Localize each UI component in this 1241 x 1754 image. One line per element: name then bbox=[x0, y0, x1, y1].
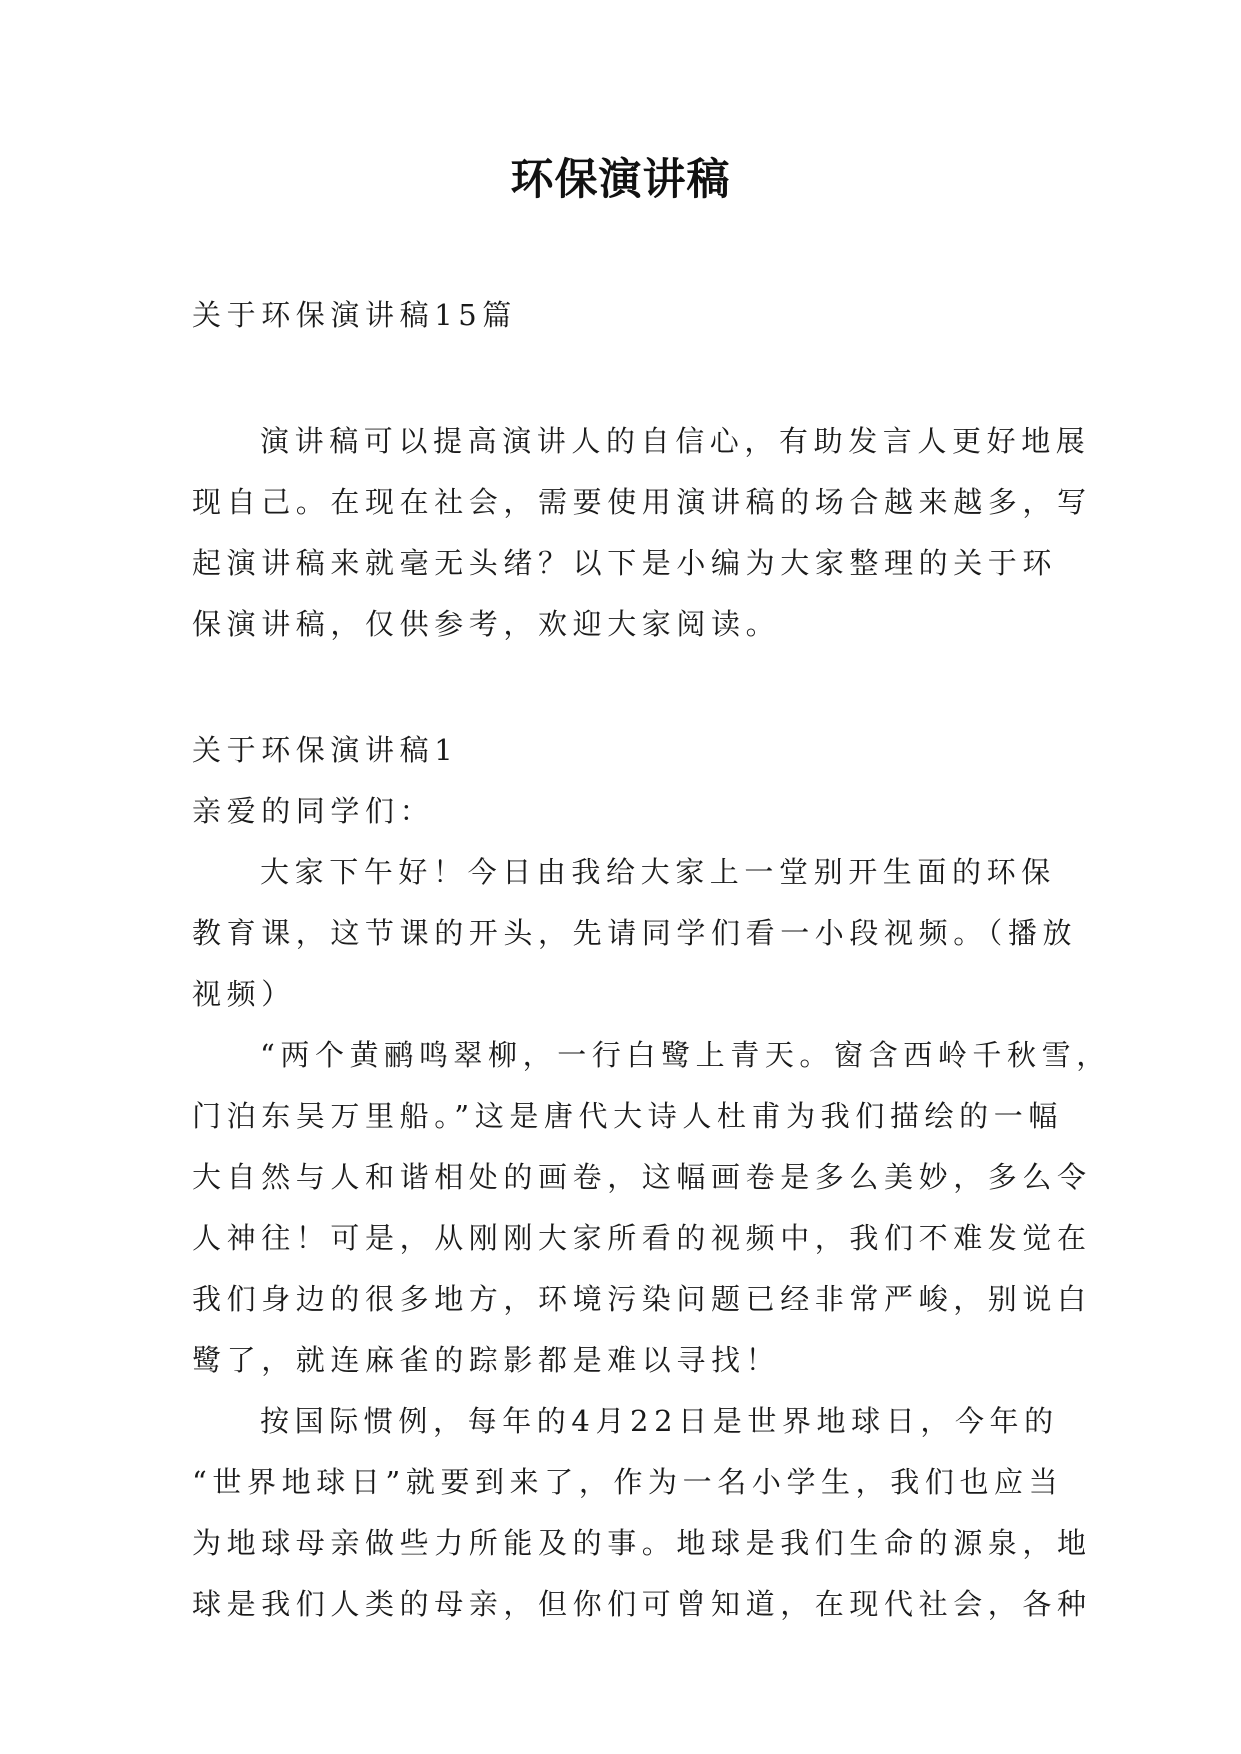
paragraph-line: 演讲稿可以提高演讲人的自信心，有助发言人更好地展 bbox=[260, 424, 1091, 458]
document-subtitle: 关于环保演讲稿15篇 bbox=[192, 298, 517, 332]
paragraph-line: 视频） bbox=[192, 977, 296, 1011]
body-paragraph-1 bbox=[192, 842, 1078, 1025]
paragraph-line: 门泊东吴万里船。”这是唐代大诗人杜甫为我们描绘的一幅 bbox=[192, 1099, 1063, 1133]
section-heading: 关于环保演讲稿1 bbox=[192, 733, 459, 767]
paragraph-line: “两个黄鹂鸣翠柳，一行白鹭上青天。窗含西岭千秋雪， bbox=[260, 1038, 1111, 1072]
paragraph-line: 人神往！可是，从刚刚大家所看的视频中，我们不难发觉在 bbox=[192, 1221, 1092, 1255]
paragraph-line: 起演讲稿来就毫无头绪？以下是小编为大家整理的关于环 bbox=[192, 546, 1058, 580]
paragraph-line: 按国际惯例，每年的4月22日是世界地球日，今年的 bbox=[260, 1404, 1059, 1438]
body-paragraph-3 bbox=[192, 1391, 1092, 1635]
salutation: 亲爱的同学们： bbox=[192, 794, 435, 828]
intro-paragraph bbox=[192, 411, 1092, 655]
paragraph-line: 保演讲稿，仅供参考，欢迎大家阅读。 bbox=[192, 607, 781, 641]
body-paragraph-2 bbox=[192, 1025, 1111, 1391]
paragraph-line: 我们身边的很多地方，环境污染问题已经非常严峻，别说白 bbox=[192, 1282, 1092, 1316]
paragraph-line: 为地球母亲做些力所能及的事。地球是我们生命的源泉，地 bbox=[192, 1526, 1092, 1560]
paragraph-line: 教育课，这节课的开头，先请同学们看一小段视频。（播放 bbox=[192, 916, 1078, 950]
paragraph-line: 大自然与人和谐相处的画卷，这幅画卷是多么美妙，多么令 bbox=[192, 1160, 1092, 1194]
document-title: 环保演讲稿 bbox=[510, 155, 731, 205]
paragraph-line: “世界地球日”就要到来了，作为一名小学生，我们也应当 bbox=[192, 1465, 1064, 1499]
document-body bbox=[192, 285, 1111, 1635]
paragraph-line: 现自己。在现在社会，需要使用演讲稿的场合越来越多，写 bbox=[192, 485, 1092, 519]
paragraph-line: 球是我们人类的母亲，但你们可曾知道，在现代社会，各种 bbox=[192, 1587, 1092, 1621]
paragraph-line: 大家下午好！今日由我给大家上一堂别开生面的环保 bbox=[260, 855, 1056, 889]
paragraph-line: 鹭了，就连麻雀的踪影都是难以寻找！ bbox=[192, 1343, 781, 1377]
